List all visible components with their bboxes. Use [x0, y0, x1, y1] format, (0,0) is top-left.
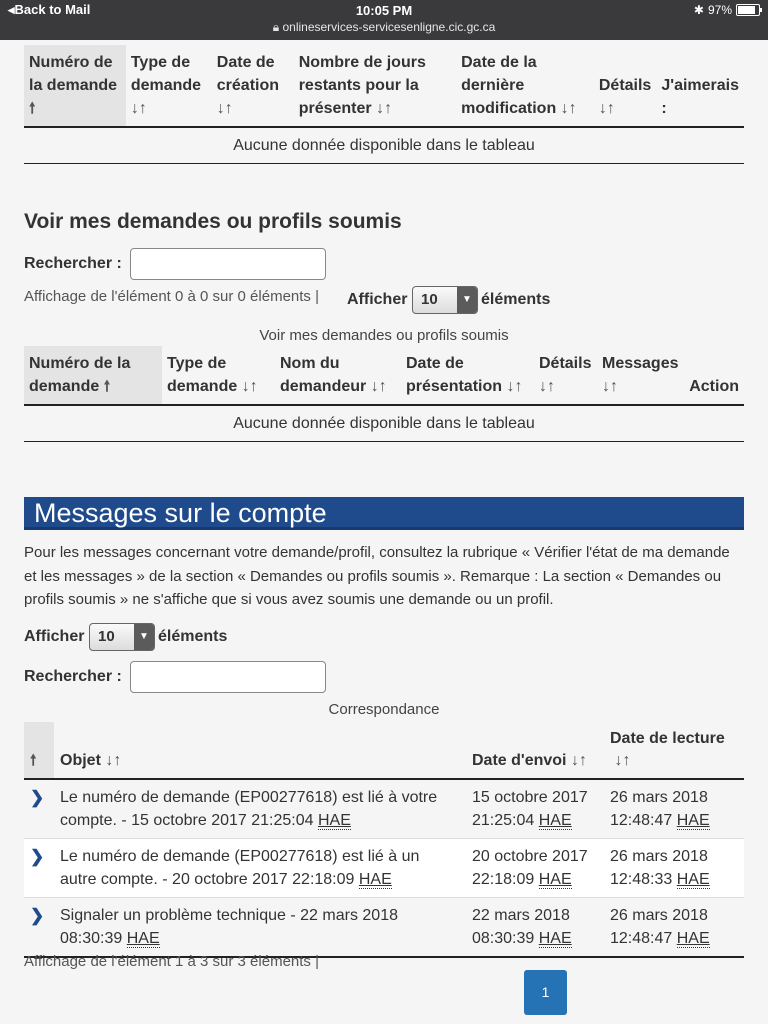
table-info: Affichage de l'élément 0 à 0 sur 0 éléments | — [24, 288, 319, 305]
dropdown-arrow-icon: ▼ — [457, 287, 477, 313]
search-label: Rechercher : — [24, 255, 122, 272]
col-type[interactable]: Type de demande ↓↑ — [126, 45, 212, 127]
timezone-abbr: HAE — [676, 812, 710, 829]
messages-page-size-select[interactable] — [89, 623, 155, 651]
sort-icon: ↓↑ — [539, 378, 555, 395]
col-nom-demandeur[interactable]: Nom du demandeur ↓↑ — [275, 346, 401, 405]
timezone-abbr: HAE — [676, 930, 710, 947]
page-1-button[interactable]: 1 — [524, 970, 567, 1015]
page-size-value: 10 — [98, 628, 115, 645]
expand-cell[interactable] — [24, 839, 54, 898]
table-row[interactable] — [24, 898, 744, 958]
envoi-cell: 15 octobre 2017 21:25:04 HAE — [472, 789, 588, 829]
sort-icon: ↓↑ — [602, 378, 618, 395]
table-header-row — [24, 45, 744, 127]
table-row[interactable] — [24, 779, 744, 839]
objet-cell: Signaler un problème technique - 22 mars 2018 08:30:39 HAE — [60, 907, 398, 947]
chevron-right-icon: ❯ — [30, 906, 45, 925]
table-row — [24, 405, 744, 442]
status-bar — [0, 0, 768, 40]
status-right — [694, 3, 760, 17]
correspondence-caption: Correspondance — [328, 701, 440, 718]
envoi-cell: 22 mars 2018 08:30:39 HAE — [472, 907, 572, 947]
elements-label: éléments — [158, 628, 228, 645]
back-arrow-icon: ◂ — [8, 2, 15, 17]
elements-label: éléments — [481, 291, 551, 308]
sort-icon: ↓↑ — [376, 100, 393, 117]
col-numero[interactable]: Numéro de la demande 🠕 — [24, 45, 126, 127]
sort-icon: ↓↑ — [216, 100, 233, 117]
timezone-abbr: HAE — [317, 812, 351, 829]
correspondence-table — [24, 722, 744, 958]
back-to-mail-label: Back to Mail — [14, 2, 91, 17]
search-label: Rechercher : — [24, 668, 122, 685]
sort-icon: ↓↑ — [570, 752, 587, 769]
sort-icon: ↓↑ — [598, 100, 615, 117]
timezone-abbr: HAE — [676, 871, 710, 888]
sort-icon: ↓↑ — [370, 378, 387, 395]
url-text: onlineservices-servicesenligne.cic.gc.ca — [282, 20, 496, 34]
lecture-cell: 26 mars 2018 12:48:47 HAE — [610, 789, 710, 829]
chevron-right-icon: ❯ — [30, 847, 45, 866]
sort-asc-icon: 🠕 — [29, 100, 36, 117]
col-jaimerais: J'aimerais : — [661, 77, 739, 117]
page-size-value: 10 — [421, 291, 438, 308]
col-messages[interactable]: Messages ↓↑ — [597, 346, 684, 405]
sort-icon: ↓↑ — [241, 378, 258, 395]
timezone-abbr: HAE — [126, 930, 160, 947]
messages-search-input[interactable] — [130, 661, 326, 693]
show-label: Afficher — [24, 628, 85, 645]
show-label: Afficher — [347, 291, 408, 308]
battery-icon — [736, 4, 760, 16]
messages-banner: Messages sur le compte — [24, 497, 744, 530]
battery-percent: 97% — [707, 3, 732, 17]
envoi-cell: 20 octobre 2017 22:18:09 HAE — [472, 848, 588, 888]
sort-asc-icon: 🠕 — [103, 378, 111, 395]
objet-cell: Le numéro de demande (EP00277618) est lié à un autre compte. - 20 octobre 2017 22:18:09 HAE — [60, 848, 420, 888]
sort-icon: ↓↑ — [506, 378, 523, 395]
chevron-right-icon: ❯ — [30, 788, 45, 807]
timezone-abbr: HAE — [538, 930, 572, 947]
url-bar[interactable] — [0, 20, 768, 35]
col-details[interactable]: Détails ↓↑ — [534, 346, 597, 405]
lock-icon: 🔒︎ — [272, 20, 280, 34]
sort-asc-icon: 🠕 — [30, 752, 37, 769]
dropdown-arrow-icon: ▼ — [134, 624, 154, 650]
empty-message: Aucune donnée disponible dans le tableau — [233, 136, 535, 154]
table-row[interactable] — [24, 839, 744, 898]
col-date-creation[interactable]: Date de création ↓↑ — [212, 45, 294, 127]
messages-description: Pour les messages concernant votre demande/profil, consultez la rubrique « Vérifier l'état de ma demande et les messages » de la section « Demandes ou profils soumis ». Remarque : La section « Demandes ou profils soumis » ne s'affiche que si vous avez soumis une demande ou un profil. — [24, 544, 730, 608]
empty-message: Aucune donnée disponible dans le tableau — [233, 414, 535, 432]
section-title: Voir mes demandes ou profils soumis — [24, 210, 402, 233]
col-action: Action — [689, 378, 739, 395]
col-details[interactable]: Détails ↓↑ — [594, 45, 657, 127]
bluetooth-icon: ✱ — [693, 3, 704, 17]
objet-cell: Le numéro de demande (EP00277618) est lié à votre compte. - 15 octobre 2017 21:25:04 HAE — [60, 789, 438, 829]
submitted-table — [24, 346, 744, 442]
clock: 10:05 PM — [355, 3, 413, 18]
col-expand[interactable] — [24, 722, 54, 779]
col-jours-restants[interactable]: Nombre de jours restants pour la présenter ↓↑ — [294, 45, 456, 127]
col-date-presentation[interactable]: Date de présentation ↓↑ — [401, 346, 534, 405]
sort-icon: ↓↑ — [105, 752, 122, 769]
col-type[interactable]: Type de demande ↓↑ — [162, 346, 275, 405]
timezone-abbr: HAE — [538, 871, 572, 888]
page-size-select[interactable] — [412, 286, 478, 314]
sort-icon: ↓↑ — [614, 752, 631, 769]
messages-table-info: Affichage de l'élément 1 à 3 sur 3 éléments | — [24, 953, 319, 970]
sort-icon: ↓↑ — [130, 100, 147, 117]
col-derniere-modification[interactable]: Date de la dernière modification ↓↑ — [456, 45, 594, 127]
table-caption: Voir mes demandes ou profils soumis — [259, 327, 509, 344]
table-row — [24, 127, 744, 164]
timezone-abbr: HAE — [358, 871, 392, 888]
expand-cell[interactable] — [24, 779, 54, 839]
search-input[interactable] — [130, 248, 326, 280]
col-objet[interactable]: Objet ↓↑ — [54, 722, 466, 779]
sort-icon: ↓↑ — [560, 100, 577, 117]
table-header-row — [24, 346, 744, 405]
col-date-envoi[interactable]: Date d'envoi ↓↑ — [466, 722, 604, 779]
lecture-cell: 26 mars 2018 12:48:33 HAE — [610, 848, 710, 888]
applications-table — [24, 45, 744, 164]
expand-cell[interactable] — [24, 898, 54, 958]
col-numero[interactable]: Numéro de la demande 🠕 — [24, 346, 162, 405]
lecture-cell: 26 mars 2018 12:48:47 HAE — [610, 907, 710, 947]
timezone-abbr: HAE — [538, 812, 572, 829]
col-date-lecture[interactable]: Date de lecture ↓↑ — [604, 722, 744, 779]
table-header-row — [24, 722, 744, 779]
